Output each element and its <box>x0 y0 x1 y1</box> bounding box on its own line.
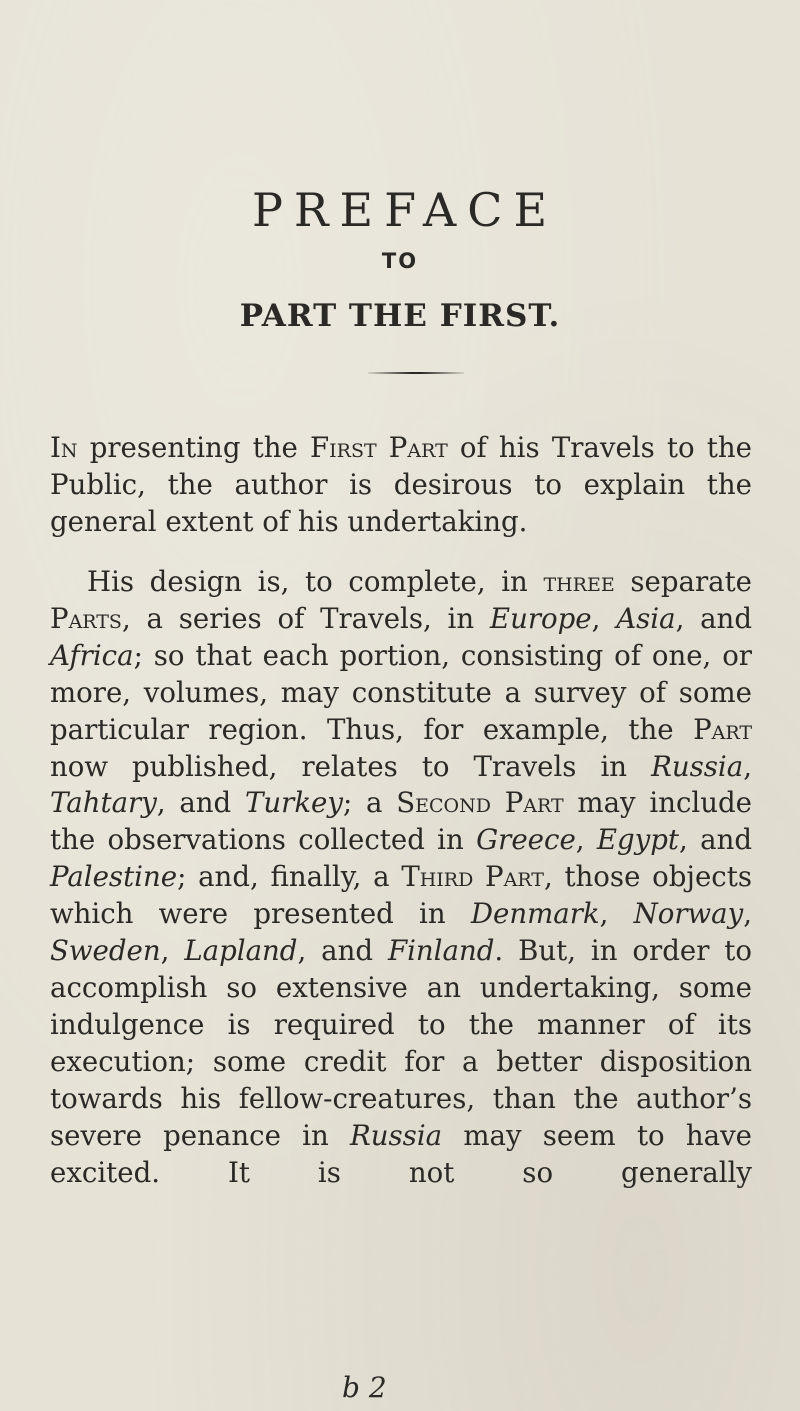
text-run: . But, in order to accomplish so extensive an undertaking, some indulgence is required to the manner of its execution; some credit for a better disposition towards his fellow-creatures, than the author’s severe penance in <box>50 934 752 1152</box>
text-run: may seem to have excited. It is not so generally <box>50 1118 752 1189</box>
place-name: Palestine <box>50 860 178 894</box>
page-title: PREFACE <box>251 183 559 237</box>
paragraph-design <box>50 564 752 1191</box>
place-name: Norway <box>633 897 744 931</box>
place-name: Greece <box>476 823 576 857</box>
place-name: Russia <box>651 749 744 783</box>
paragraph-intro <box>50 430 752 541</box>
drop-word: In <box>50 431 78 464</box>
text-run: , <box>591 601 617 635</box>
small-caps-term: Part <box>693 712 752 746</box>
place-name: Denmark <box>470 897 600 931</box>
place-name: Finland <box>387 934 495 968</box>
text-run: , a series of Travels, in <box>121 601 490 635</box>
page-subtitle: PART THE FIRST. <box>239 298 561 334</box>
place-name: Africa <box>50 638 134 672</box>
title-connector: TO <box>381 249 419 273</box>
text-run: , and <box>156 786 245 820</box>
text-run: presenting the <box>77 431 310 464</box>
text-run: , <box>743 749 752 783</box>
small-caps-term: three <box>543 565 615 598</box>
text-run: , those objects which were presented in <box>50 860 752 931</box>
place-name: Turkey <box>244 786 343 820</box>
place-name: Tahtary <box>50 786 157 820</box>
text-run: may include the observations collected in <box>50 786 753 857</box>
place-name: Egypt <box>596 823 680 857</box>
signature-mark: b 2 <box>342 1371 387 1404</box>
small-caps-term: Parts <box>50 601 122 635</box>
small-caps-term: First Part <box>310 431 448 464</box>
text-run: ; a <box>342 786 397 820</box>
text-run: , and <box>679 823 753 857</box>
place-name: Lapland <box>184 934 298 968</box>
text-run: , and <box>297 934 388 968</box>
place-name: Europe <box>489 601 592 635</box>
text-run: now published, relates to Travels in <box>50 749 652 783</box>
place-name: Asia <box>616 601 676 635</box>
text-run: separate <box>614 565 753 598</box>
decorative-rule <box>368 372 464 374</box>
small-caps-term: Third Part <box>401 860 544 894</box>
text-run: of his Travels to the Public, the author is desirous to explain the general extent of his undertaking. <box>50 431 752 538</box>
text-run: ; so that each portion, consisting of one, or more, volumes, may constitute a survey of some particular region. Thus, for example, the <box>50 638 752 746</box>
text-run: , <box>575 823 597 857</box>
text-run: , <box>743 897 752 931</box>
text-run: , and <box>675 601 752 635</box>
text-run: ; and, finally, a <box>177 860 402 894</box>
small-caps-term: Second Part <box>396 786 564 820</box>
text-run: , <box>160 934 185 968</box>
text-run: , <box>599 897 634 931</box>
text-run: His design is, to complete, in <box>87 565 544 598</box>
place-name: Sweden <box>50 934 161 968</box>
place-name: Russia <box>349 1118 443 1152</box>
